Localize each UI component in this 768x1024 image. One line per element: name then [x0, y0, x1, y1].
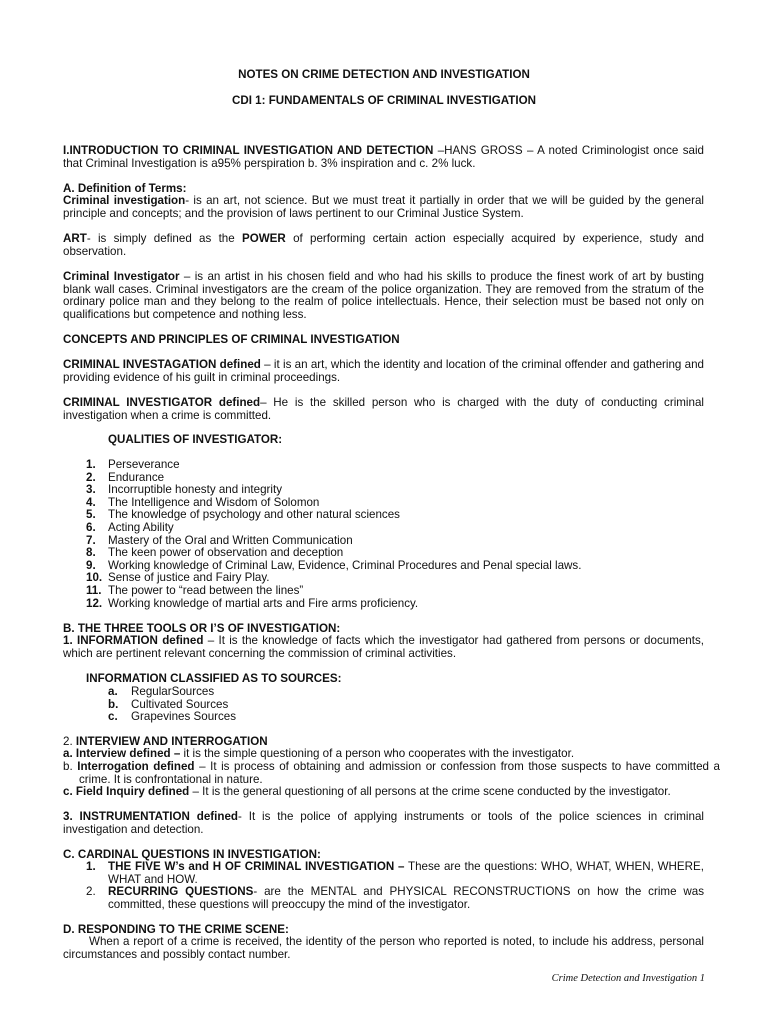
field-inquiry-text: – It is the general questioning of all persons at the crime scene conducted by the investigator. — [189, 785, 671, 798]
interview-definition — [63, 748, 704, 761]
document-subtitle: CDI 1: FUNDAMENTALS OF CRIMINAL INVESTIGATION — [231, 94, 536, 107]
interrogation-definition — [63, 761, 720, 786]
interview-interrogation-title: INTERVIEW AND INTERROGATION — [72, 735, 268, 748]
responding-text: When a report of a crime is received, the identity of the person who reported is noted, to include his address, personal circumstances and possibly contact number. — [63, 935, 704, 961]
quality-number: 6. — [86, 521, 96, 534]
interrogation-prefix: b. — [63, 760, 78, 773]
criminal-investigation-defined-text: – it is an art, which the identity and location of the criminal offender and gathering and providing evidence of his guilt in criminal proceedings. — [63, 358, 704, 384]
cardinal-q2 — [108, 886, 704, 911]
source-letter: a. — [108, 685, 118, 698]
cardinal-q1-number: 1. — [86, 860, 96, 873]
criminal-investigator-defined-term: CRIMINAL INVESTIGATOR defined — [63, 396, 261, 409]
intro-heading: I.INTRODUCTION TO CRIMINAL INVESTIGATION AND DETECTION — [63, 144, 434, 157]
instrumentation-term: 3. INSTRUMENTATION defined — [63, 810, 238, 823]
definitions-heading: A. Definition of Terms: — [63, 182, 187, 195]
quality-item: Sense of justice and Fairy Play. — [108, 571, 270, 585]
source-letter: b. — [108, 697, 119, 711]
cardinal-q1-term: THE FIVE W’s and H OF CRIMINAL INVESTIGATION – — [108, 860, 405, 873]
cardinal-q2-text: - are the MENTAL and PHYSICAL RECONSTRUCTIONS on how the crime was committed, these questions will preoccupy the mind of the investigator. — [108, 885, 704, 911]
quality-number: 7. — [86, 533, 96, 547]
quality-item: Acting Ability — [108, 521, 174, 534]
criminal-investigator-defined — [63, 397, 704, 422]
quality-item: Working knowledge of martial arts and Fire arms proficiency. — [108, 596, 419, 610]
source-item: Grapevines Sources — [131, 710, 237, 724]
concepts-heading: CONCEPTS AND PRINCIPLES OF CRIMINAL INVESTIGATION — [63, 333, 400, 346]
quality-item: The knowledge of psychology and other natural sciences — [108, 508, 400, 522]
source-letter: c. — [108, 710, 118, 724]
information-text: – It is the knowledge of facts which the investigator had gathered from persons or documents, which are pertinent relevant concerning the commission of criminal activities. — [63, 634, 704, 660]
quality-number: 3. — [86, 483, 96, 497]
quality-number: 4. — [86, 495, 96, 509]
cardinal-q2-number: 2. — [86, 885, 96, 898]
quality-item: The power to “read between the lines” — [108, 584, 304, 597]
field-inquiry-definition — [63, 786, 720, 799]
intro-text: –HANS GROSS – A noted Criminologist once said that Criminal Investigation is a95% perspiration b. 3% inspiration and c. 2% luck. — [63, 144, 704, 170]
quality-number: 10. — [86, 571, 103, 585]
criminal-investigation-definition — [63, 195, 704, 220]
instrumentation-definition — [63, 811, 704, 836]
quality-item: Working knowledge of Criminal Law, Evidence, Criminal Procedures and Penal special laws. — [108, 558, 582, 572]
criminal-investigator-defined-text: – He is the skilled person who is charged with the duty of conducting criminal investigation when a crime is committed. — [63, 396, 704, 422]
criminal-investigator-term: Criminal Investigator — [63, 270, 180, 283]
criminal-investigator-text: – is an artist in his chosen field and who had his skills to produce the finest work of art by busting blank wall cases. Criminal investigators are the cream of the police organization. They are removed from the stratum of the ordinary police man and they belong to the realm of police intellectuals. Hence, their selection must be based not only on qualifications but competence and nothing less. — [63, 270, 704, 321]
criminal-investigation-term: Criminal investigation — [63, 194, 186, 207]
art-definition — [63, 233, 704, 258]
quality-number: 1. — [86, 458, 96, 471]
quality-number: 9. — [86, 558, 96, 572]
cardinal-q1 — [108, 861, 704, 886]
page-footer: Crime Detection and Investigation 1 — [551, 973, 705, 984]
cardinal-q2-term: RECURRING QUESTIONS — [108, 885, 254, 898]
document-title: NOTES ON CRIME DETECTION AND INVESTIGATION — [238, 68, 530, 81]
quality-item: Perseverance — [108, 458, 180, 471]
cardinal-heading: C. CARDINAL QUESTIONS IN INVESTIGATION: — [63, 848, 321, 861]
quality-item: The keen power of observation and deception — [108, 546, 344, 560]
interview-term: a. Interview defined – — [63, 747, 181, 760]
art-power: POWER — [241, 232, 286, 245]
quality-number: 8. — [86, 546, 96, 560]
quality-number: 12. — [86, 596, 103, 610]
information-term: 1. INFORMATION defined — [63, 634, 204, 647]
art-term: ART — [63, 232, 87, 245]
source-item: Cultivated Sources — [131, 697, 229, 711]
cardinal-q1-text: These are the questions: WHO, WHAT, WHEN, WHERE, WHAT and HOW. — [108, 860, 704, 886]
interview-interrogation-number: 2. — [63, 735, 73, 748]
quality-number: 5. — [86, 508, 96, 522]
field-inquiry-term: c. Field Inquiry defined — [63, 785, 190, 798]
quality-item: Incorruptible honesty and integrity — [108, 483, 283, 497]
tools-heading: B. THE THREE TOOLS OR I’S OF INVESTIGATION: — [63, 622, 341, 635]
quality-item: The Intelligence and Wisdom of Solomon — [108, 495, 320, 509]
quality-number: 2. — [86, 470, 96, 484]
source-item: RegularSources — [131, 685, 215, 698]
art-text-2: of performing certain action especially acquired by experience, study and observation. — [63, 232, 705, 258]
instrumentation-text: - It is the police of applying instruments or tools of the police sciences in criminal investigation and detection. — [63, 810, 704, 836]
criminal-investigation-text: - is an art, not science. But we must treat it partially in order that we will be guided by the general principle and concepts; and the provision of laws pertinent to our Criminal Justice System. — [63, 194, 704, 220]
interrogation-term: Interrogation defined — [77, 760, 195, 773]
intro-paragraph — [63, 145, 704, 170]
information-definition — [63, 635, 704, 660]
quality-item: Mastery of the Oral and Written Communication — [108, 533, 353, 547]
criminal-investigation-defined-term: CRIMINAL INVESTAGATION defined — [63, 358, 261, 371]
interrogation-text: – It is process of obtaining and admission or confession from those suspects to have committed a crime. It is confrontational in nature. — [79, 760, 720, 786]
art-text-1: - is simply defined as the — [86, 232, 242, 245]
qualities-heading: QUALITIES OF INVESTIGATOR: — [108, 433, 283, 446]
responding-heading: D. RESPONDING TO THE CRIME SCENE: — [63, 923, 289, 936]
quality-item: Endurance — [108, 470, 165, 484]
sources-heading: INFORMATION CLASSIFIED AS TO SOURCES: — [86, 672, 342, 685]
criminal-investigator-definition — [63, 271, 704, 321]
interview-text: it is the simple questioning of a person who cooperates with the investigator. — [180, 747, 575, 760]
criminal-investigation-defined — [63, 359, 704, 384]
quality-number: 11. — [86, 584, 102, 597]
